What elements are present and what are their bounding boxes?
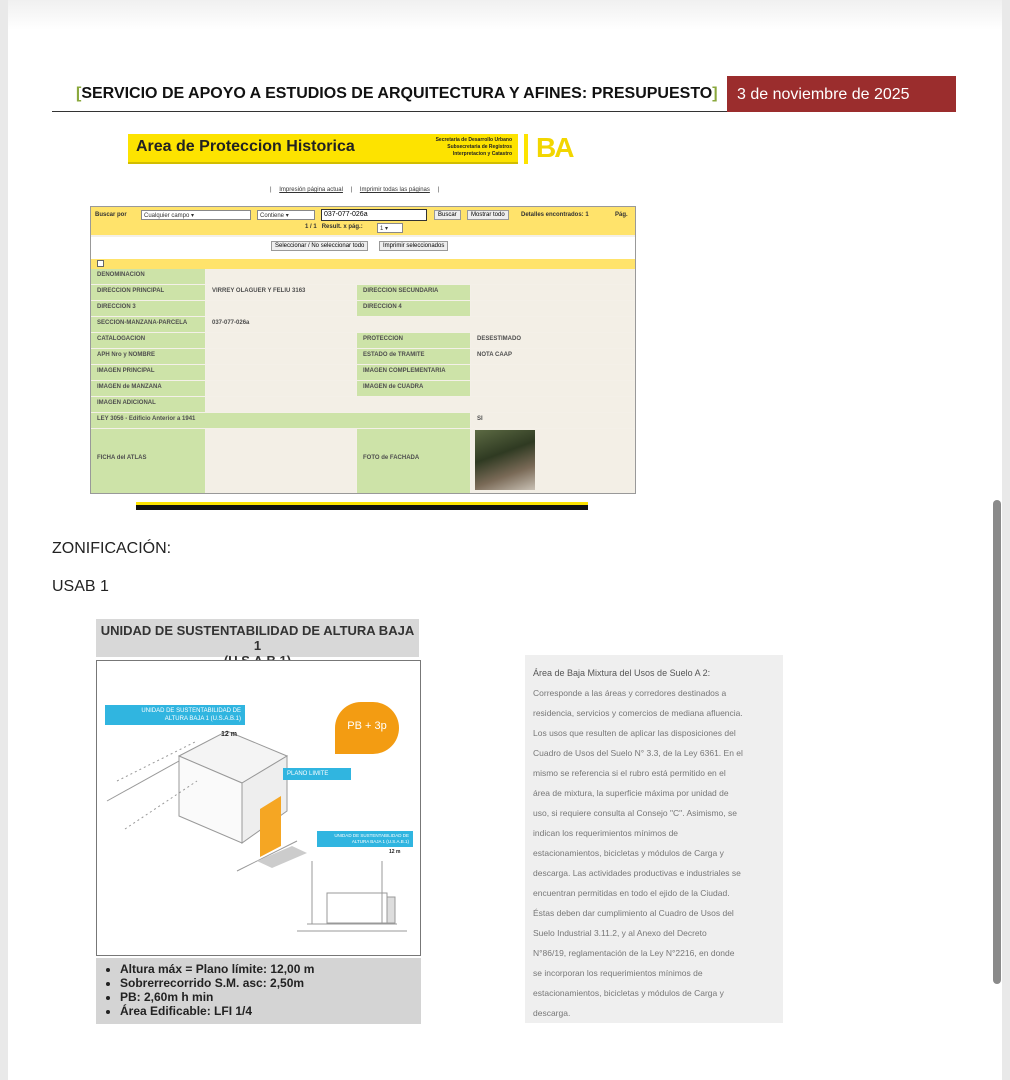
aph-record-panel bbox=[90, 206, 636, 494]
checkbox-row bbox=[91, 259, 635, 269]
area-line: estacionamientos, bicicletas y módulos de Carga y bbox=[533, 848, 724, 858]
table-row: DENOMINACION bbox=[91, 269, 635, 284]
area-line: Suelo Industrial 3.11.2, y al Anexo del Decreto bbox=[533, 928, 707, 938]
document-page bbox=[8, 0, 1002, 1080]
area-line: descarga. bbox=[533, 1008, 571, 1018]
table-row: LEY 3056 - Edificio Anterior a 1941 SI bbox=[91, 413, 635, 428]
record-checkbox[interactable] bbox=[97, 260, 104, 267]
found-count: Detalles encontrados: 1 bbox=[521, 212, 589, 218]
area-line: indican los requerimientos mínimos de bbox=[533, 828, 679, 838]
header-rule bbox=[52, 111, 728, 112]
search-button[interactable]: Buscar bbox=[434, 210, 461, 220]
area-line: encuentran permitidas en todo el ejido de la Ciudad. bbox=[533, 888, 730, 898]
bullet-item: • Altura máx = Plano límite: 12,00 m bbox=[120, 962, 421, 976]
pb-badge: PB + 3p bbox=[335, 702, 399, 754]
area-line: uso, si requiere consulta al Consejo "C". Asimismo, se bbox=[533, 808, 737, 818]
pagination: 1 / 1 Result. x pág.: bbox=[305, 224, 363, 230]
usab-callout-2: UNIDAD DE SUSTENTABILIDAD DE ALTURA BAJA 1 (U.S.A.B.1) bbox=[317, 831, 413, 847]
area-heading: Área de Baja Mixtura del Usos de Suelo A 2: bbox=[533, 668, 711, 678]
area-line: residencia, servicios y comercios de mediana afluencia. bbox=[533, 708, 743, 718]
height-label-2: 12 m bbox=[389, 849, 401, 855]
ba-logo: BA bbox=[524, 132, 586, 166]
aph-banner bbox=[128, 134, 518, 164]
table-row: CATALOGACION PROTECCION DESESTIMADO bbox=[91, 333, 635, 348]
table-row: IMAGEN ADICIONAL bbox=[91, 397, 635, 412]
plano-limite-label: PLANO LIMITE bbox=[283, 768, 351, 780]
per-page-select[interactable]: 1 ▾ bbox=[377, 223, 403, 233]
table-row: APH Nro y NOMBRE ESTADO de TRAMITE NOTA CAAP bbox=[91, 349, 635, 364]
table-row: SECCION-MANZANA-PARCELA 037-077-026a bbox=[91, 317, 635, 332]
header-date: 3 de noviembre de 2025 bbox=[727, 76, 956, 112]
bullet-item: • Sobrerrecorrido S.M. asc: 2,50m bbox=[120, 976, 421, 990]
page-label: Pág. bbox=[615, 212, 628, 218]
aph-footer-bar bbox=[136, 502, 588, 510]
aph-banner-title: Area de Proteccion Historica bbox=[136, 138, 355, 155]
area-line: área de mixtura, la superficie máxima por unidad de bbox=[533, 788, 729, 798]
print-all-link[interactable]: Imprimir todas las páginas bbox=[359, 187, 430, 193]
height-label-1: 12 m bbox=[221, 731, 237, 738]
print-current-link[interactable]: Impresión página actual bbox=[279, 187, 343, 193]
document-header-title: [SERVICIO DE APOYO A ESTUDIOS DE ARQUITECTURA Y AFINES: PRESUPUESTO] bbox=[76, 85, 718, 102]
usab-diagram bbox=[96, 660, 421, 956]
aph-banner-subtitle: Secretaria de Desarrollo Urbano Subsecretaria de Registros Interpretacion y Catastro bbox=[435, 137, 512, 157]
page-top-fade bbox=[8, 0, 1002, 30]
print-selected-button[interactable]: Imprimir seleccionados bbox=[379, 241, 448, 251]
table-row: FICHA del ATLAS FOTO de FACHADA bbox=[91, 429, 635, 493]
table-row: DIRECCION PRINCIPAL VIRREY OLAGUER Y FELIU 3163 DIRECCION SECUNDARIA bbox=[91, 285, 635, 300]
area-line: se incorporan los requerimientos mínimos de bbox=[533, 968, 703, 978]
area-line: descarga. Las actividades productivas e industriales se bbox=[533, 868, 741, 878]
search-bar bbox=[91, 207, 635, 235]
table-row: DIRECCION 3 DIRECCION 4 bbox=[91, 301, 635, 316]
show-all-button[interactable]: Mostrar todo bbox=[467, 210, 509, 220]
table-row: IMAGEN de MANZANA IMAGEN de CUADRA bbox=[91, 381, 635, 396]
area-line: Los usos que resulten de aplicar las disposiciones del bbox=[533, 728, 736, 738]
area-description bbox=[525, 655, 783, 1023]
select-all-button[interactable]: Seleccionar / No seleccionar todo bbox=[271, 241, 368, 251]
bullet-item: • PB: 2,60m h min bbox=[120, 990, 421, 1004]
area-line: Éstas deben dar cumplimiento al Cuadro de Usos del bbox=[533, 908, 734, 918]
usab-heading: USAB 1 bbox=[52, 578, 109, 595]
usab-callout-1: UNIDAD DE SUSTENTABILIDAD DE ALTURA BAJA 1 (U.S.A.B.1) bbox=[105, 705, 245, 725]
bullet-item: • Área Edificable: LFI 1/4 bbox=[120, 1004, 421, 1018]
usab-title: UNIDAD DE SUSTENTABILIDAD DE ALTURA BAJA 1 bbox=[96, 619, 419, 657]
area-line: Cuadro de Usos del Suelo N° 3.3, de la Ley 6361. En el bbox=[533, 748, 743, 758]
facade-photo[interactable] bbox=[475, 430, 535, 490]
search-by-label: Buscar por bbox=[95, 212, 127, 218]
area-line: Corresponde a las áreas y corredores destinados a bbox=[533, 688, 727, 698]
vertical-scrollbar[interactable] bbox=[993, 500, 1001, 984]
selection-row bbox=[91, 237, 635, 259]
field-select[interactable]: Cualquier campo ▾ bbox=[141, 210, 251, 220]
usab-bullets bbox=[96, 958, 421, 1024]
table-row: IMAGEN PRINCIPAL IMAGEN COMPLEMENTARIA bbox=[91, 365, 635, 380]
zonificacion-heading: ZONIFICACIÓN: bbox=[52, 540, 172, 557]
operator-select[interactable]: Contiene ▾ bbox=[257, 210, 315, 220]
area-line: estacionamientos, bicicletas y módulos de Carga y bbox=[533, 988, 724, 998]
search-input[interactable]: 037-077-026a bbox=[321, 209, 427, 221]
print-links: | Impresión página actual | Imprimir todas las páginas | bbox=[270, 187, 440, 193]
area-line: N°86/19, reglamentación de la Ley N°2216, en donde bbox=[533, 948, 735, 958]
area-line: mismo se referencia si el rubro está permitido en el bbox=[533, 768, 726, 778]
